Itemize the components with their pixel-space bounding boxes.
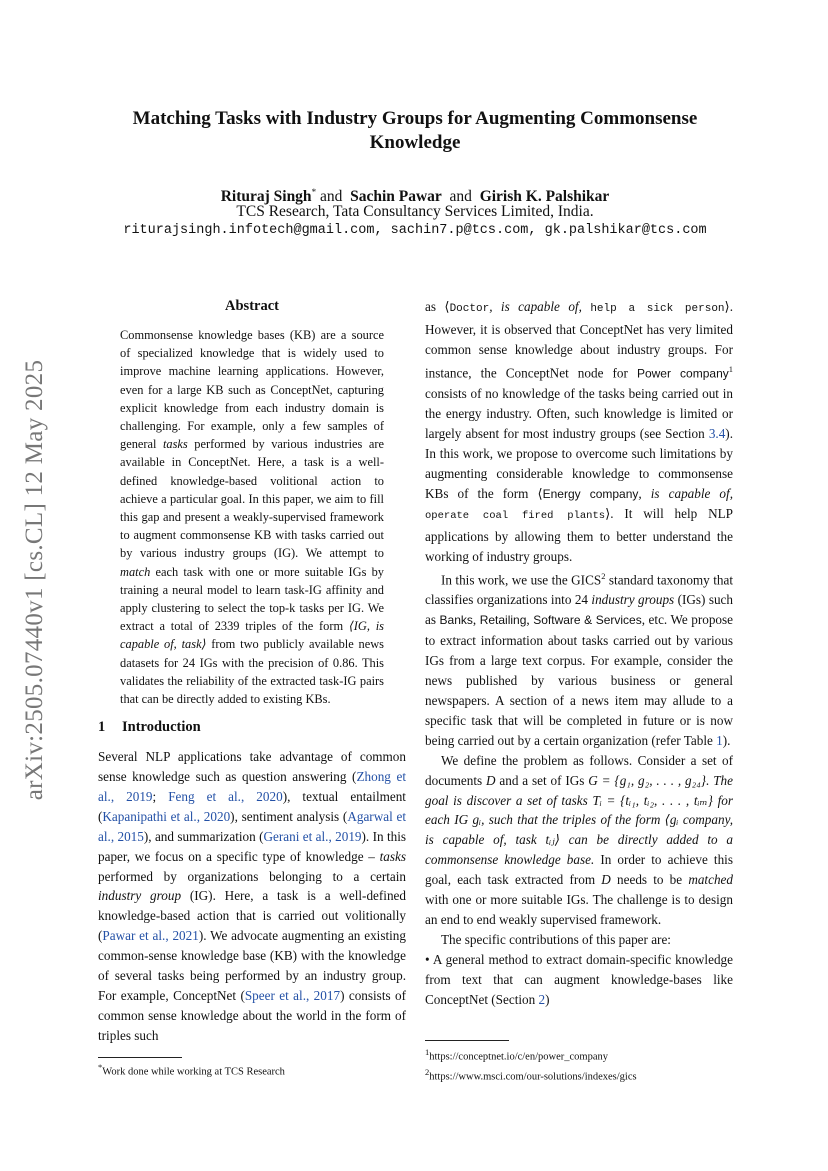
left-column (98, 297, 406, 1046)
abstract-part: performed by various industries are available in ConceptNet. Here, a task is a well-defined knowledge-based volitional action to achieve a particular goal. In this paper, we aim to fill this gap and present a weakly-supervised framework to augment commonsense KB with tasks carried out by various industry groups (IG). We attempt to (120, 437, 384, 561)
abstract-part: from two publicly available news datasets for 24 IGs with the precision of 0.86. This validates the reliability of the extracted task-IG pairs that can be directly added to existing KBs. (120, 637, 384, 706)
author-sep-1: and (319, 188, 343, 206)
section-title: Introduction (122, 719, 201, 736)
citation-link[interactable]: Feng et al., 2020 (168, 788, 283, 804)
intro-paragraph: Several NLP applications take advantage of common sense knowledge such as question answering (Zhong et al., 2019; Feng et al., 2020), textual entailment (Kapanipathi et al., 2020), sentiment analysis (Agarwal et al., 2015), and summarization (Gerani et al., 2019). In this paper, we focus on a specific type of knowledge – tasks performed by organizations belonging to a certain industry group (IG). Here, a task is a well-defined knowledge-based action that is carried out volitionally (Pawar et al., 2021). We advocate augmenting an existing common-sense knowledge base (KB) with the knowledge of several tasks being performed by an industry group. For example, ConceptNet (Speer et al., 2017) consists of common sense knowledge about the world in the form of triples such (98, 749, 407, 1043)
arxiv-id-text: arXiv:2505.07440v1 [cs.CL] 12 May 2025 (21, 359, 48, 801)
footnote-text: Work done while working at TCS Research (102, 1066, 285, 1078)
author-1: Rituraj Singh (220, 188, 312, 206)
citation-link[interactable]: Gerani et al., 2019 (263, 828, 362, 844)
arxiv-stamp (14, 300, 56, 860)
footnote-left (98, 1057, 406, 1078)
author-sep-2: and (449, 188, 472, 206)
footnote-rule (98, 1057, 182, 1058)
author-3: Girish K. Palshikar (479, 188, 610, 206)
author-1-mark: * (311, 187, 317, 197)
footnotes-right (425, 1040, 733, 1084)
footnote-2: $^2$https://www.msci.com/our-solutions/indexes/gics (425, 1066, 637, 1082)
table-ref-link[interactable]: 1 (716, 732, 723, 748)
abstract-heading: Abstract (225, 298, 279, 314)
abstract-emphasis: tasks (162, 437, 188, 452)
citation-link[interactable]: Speer et al., 2017 (244, 987, 341, 1003)
right-paragraph-1: as ⟨Doctor, is capable of, help a sick person⟩. However, it is observed that ConceptNet has very limited common sense knowledge about industry groups. For instance, the ConceptNet node for Power company$^1$ consists of no knowledge of the tasks being carried out in the energy industry. Often, such knowledge is limited or largely absent for most industry groups (see Section 3.4). In this work, we propose to overcome such limitations by augmenting considerable knowledge to commonsense KBs of the form ⟨Energy company, is capable of, operate coal fired plants⟩. It will help NLP applications by allowing them to better understand the working of industry groups. (425, 299, 733, 565)
section-ref-link[interactable]: 2 (538, 991, 546, 1007)
footnote-2-url[interactable]: https://www.msci.com/our-solutions/indexes/gics (429, 1071, 637, 1082)
footnote-ref[interactable]: 1 (728, 363, 733, 374)
footnote-1-url[interactable]: https://conceptnet.io/c/en/power_company (429, 1051, 608, 1063)
contribution-item: • A general method to extract domain-specific knowledge from text that can augment knowledge-bases like ConceptNet (Section 2) (425, 951, 733, 1007)
citation-link[interactable]: Zhong et al., 2019 (98, 768, 406, 804)
right-column (425, 297, 733, 1010)
right-paragraph-3: We define the problem as follows. Consider a set of documents D and a set of IGs G = {g₁, g₂, . . . , g₂₄}. The goal is discover a set of tasks Tᵢ = {tᵢ₁, tᵢ₂, . . . , tᵢₘ} for each IG gᵢ, such that the triples of the form ⟨gᵢ company, is capable of, task tᵢⱼ⟩ can be directly added to a commonsense knowledge base. In order to achieve this goal, each task extracted from D needs to be matched with one or more suitable IGs. The challenge is to design an end to end weakly supervised framework. (425, 752, 734, 927)
footnote-1: $^1$https://conceptnet.io/c/en/power_company (425, 1047, 608, 1063)
section-number: 1 (98, 719, 106, 736)
right-paragraph-2: In this work, we use the GICS$^2$ standard taxonomy that classifies organizations into 24 industry groups (IGs) such as Banks, Retailing, Software & Services, etc. We propose to extract information about tasks carried out by various IGs from a large text corpus. For example, consider the news published by various business or general newspapers. A section of a news item may allude to a specific task that will be completed in future or is now being carried out by a certain organization (refer Table 1). (425, 571, 734, 748)
section-heading-introduction (98, 718, 406, 738)
author-emails: riturajsingh.infotech@gmail.com, sachin7.p@tcs.com, gk.palshikar@tcs.com (123, 223, 707, 238)
title-line-1: Matching Tasks with Industry Groups for Augmenting Commonsense (132, 108, 698, 129)
footnote-ref[interactable]: 2 (601, 571, 606, 582)
affiliation: TCS Research, Tata Consultancy Services Limited, India. (236, 203, 594, 220)
section-ref-link[interactable]: 3.4 (708, 425, 726, 441)
abstract-part: each task with one or more suitable IGs by training a neural model to learn task-IG affinity and apply clustering to select the top-k tasks per IG. We extract a total of 2339 triples of the form (120, 564, 384, 634)
abstract-part: Commonsense knowledge bases (KB) are a source of specialized knowledge that is widely used to improve machine learning applications. However, even for a large KB such as ConceptNet, capturing explicit knowledge from each industry domain is challenging. For example, only a few samples of general (120, 327, 384, 452)
paper-title (110, 107, 720, 155)
footnote-rule (425, 1040, 509, 1041)
citation-link[interactable]: Pawar et al., 2021 (102, 928, 199, 944)
abstract-text (120, 326, 384, 708)
abstract-emphasis: match (120, 564, 151, 579)
citation-link[interactable]: Agarwal et al., 2015 (98, 808, 407, 844)
author-2: Sachin Pawar (350, 188, 442, 206)
title-line-2: Knowledge (369, 132, 461, 153)
footnote-mark: * (98, 1062, 103, 1072)
abstract-triple-form: ⟨IG, is capable of, task⟩ (120, 619, 384, 652)
right-paragraph-4: The specific contributions of this paper are: (441, 931, 671, 947)
citation-link[interactable]: Kapanipathi et al., 2020 (102, 808, 231, 824)
